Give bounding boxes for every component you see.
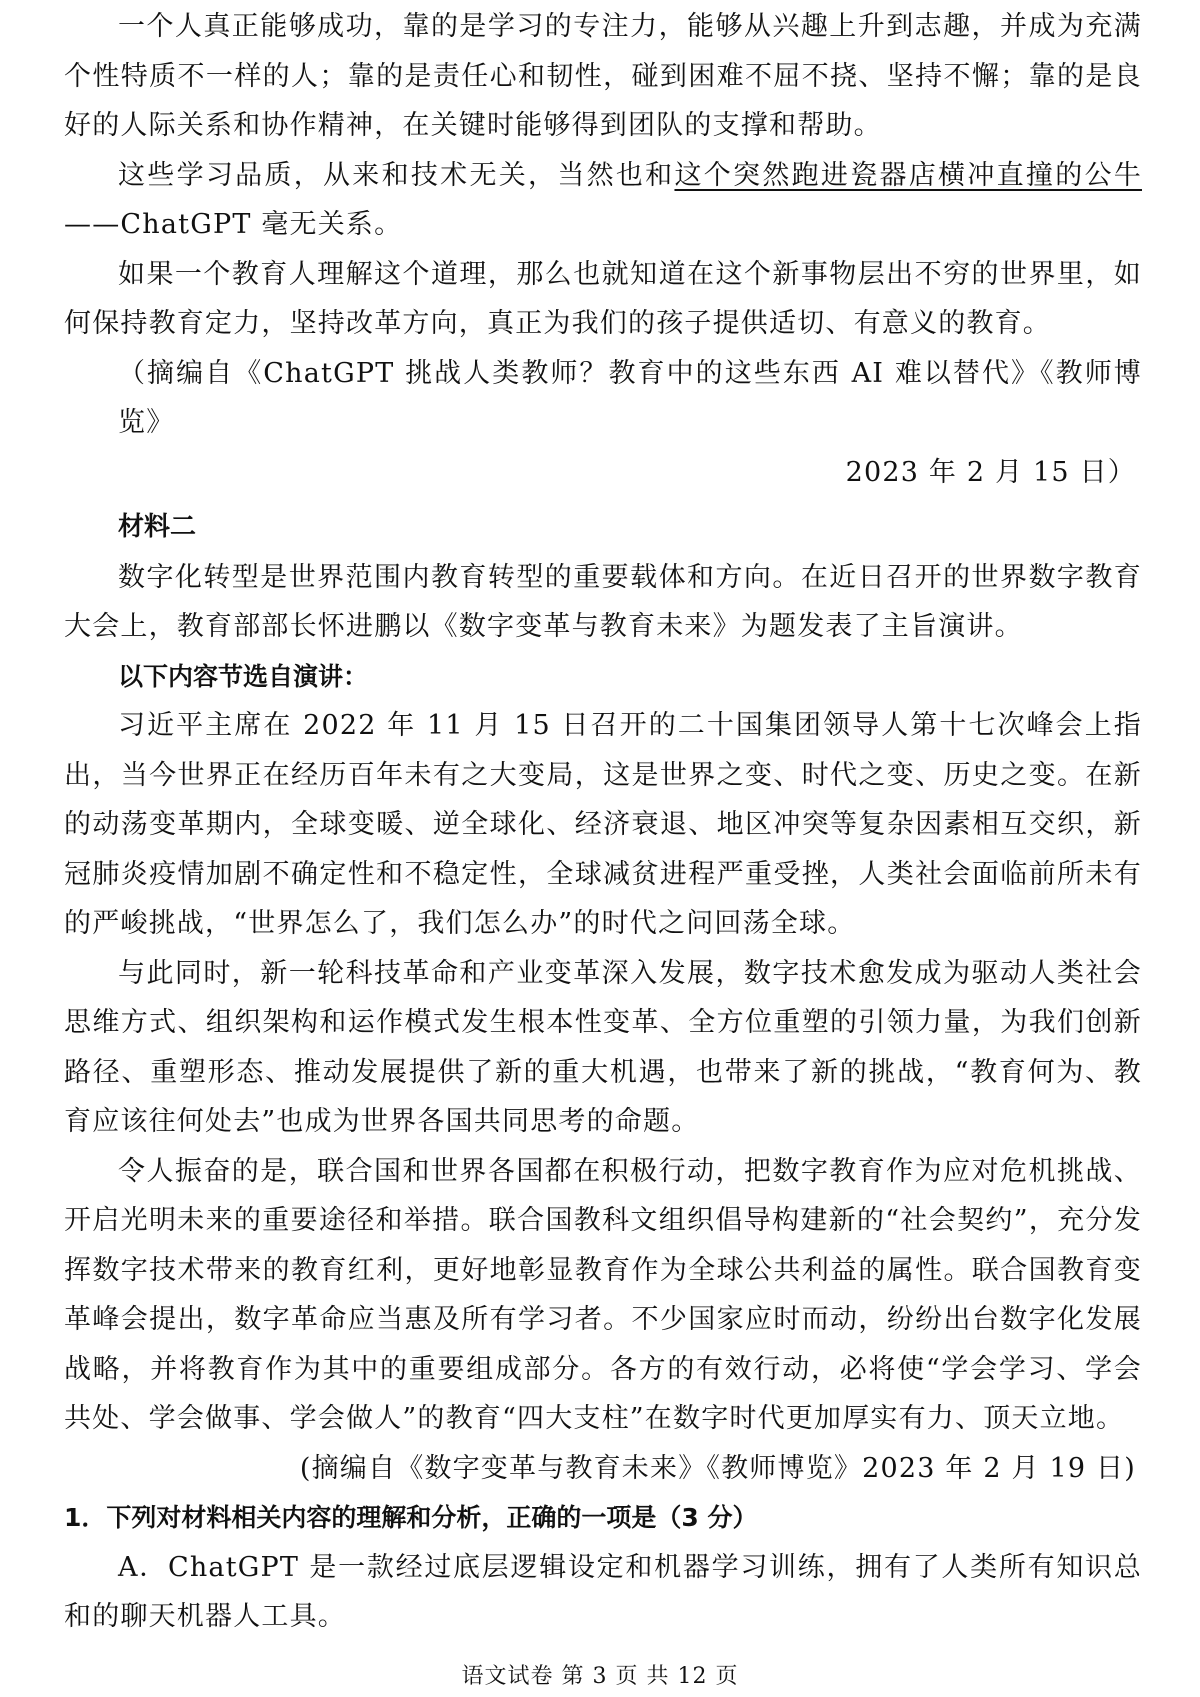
page-footer: 语文试卷 第 3 页 共 12 页 (461, 1664, 739, 1689)
material-two-paragraph-3: 令人振奋的是，联合国和世界各国都在积极行动，把数字教育作为应对危机挑战、开启光明未来的重要途径和举措。联合国教科文组织倡导构建新的“社会契约”，充分发挥数字技术带来的教育红利，更好地彰显教育作为全球公共利益的属性。联合国教育变革峰会提出，数字革命应当惠及所有学习者。不少国家应时而动，纷纷出台数字化发展战略，并将教育作为其中的重要组成部分。各方的有效行动，必将使“学会学习、学会共处、学会做事、学会做人”的教育“四大支柱”在数字时代更加厚实有力、顶天立地。 (64, 1155, 1142, 1434)
paragraph-2-text-before: 这些学习品质，从来和技术无关，当然也和 (118, 159, 675, 191)
material-one-source-date: 2023 年 2 月 15 日） (845, 456, 1136, 488)
material-one-source: （摘编自《ChatGPT 挑战人类教师？教育中的这些东西 AI 难以替代》《教师博览》 (118, 357, 1142, 438)
material-two-source: (摘编自《数字变革与教育未来》《教师博览》2023 年 2 月 19 日) (299, 1452, 1136, 1484)
material-two-paragraph-2: 与此同时，新一轮科技革命和产业变革深入发展，数字技术愈发成为驱动人类社会思维方式、组织架构和运作模式发生根本性变革、全方位重塑的引领力量，为我们创新路径、重塑形态、推动发展提供了新的重大机遇，也带来了新的挑战，“教育何为、教育应该往何处去”也成为世界各国共同思考的命题。 (64, 957, 1142, 1137)
material-one-paragraph-2 (64, 151, 1142, 250)
material-two-heading: 材料二 (118, 512, 197, 542)
underlined-phrase: 这个突然跑进瓷器店横冲直撞的公牛 (674, 159, 1142, 191)
material-one-paragraph-3: 如果一个教育人理解这个道理，那么也就知道在这个新事物层出不穷的世界里，如何保持教育定力，坚持改革方向，真正为我们的孩子提供适切、有意义的教育。 (64, 258, 1142, 339)
material-two-paragraph-1: 习近平主席在 2022 年 11 月 15 日召开的二十国集团领导人第十七次峰会上指出，当今世界正在经历百年未有之大变局，这是世界之变、时代之变、历史之变。在新的动荡变革期内，全球变暖、逆全球化、经济衰退、地区冲突等复杂因素相互交织，新冠肺炎疫情加剧不确定性和不稳定性，全球减贫进程严重受挫，人类社会面临前所未有的严峻挑战，“世界怎么了，我们怎么办”的时代之问回荡全球。 (64, 710, 1142, 939)
question-1-stem: 1．下列对材料相关内容的理解和分析，正确的一项是（3 分） (64, 1503, 758, 1532)
question-1-option-a: A．ChatGPT 是一款经过底层逻辑设定和机器学习训练，拥有了人类所有知识总和的聊天机器人工具。 (64, 1551, 1142, 1632)
page-content (64, 2, 1142, 1642)
paragraph-2-text-after: ——ChatGPT 毫无关系。 (64, 209, 403, 240)
material-one-paragraph-1: 一个人真正能够成功，靠的是学习的专注力，能够从兴趣上升到志趣，并成为充满个性特质不一样的人；靠的是责任心和韧性，碰到困难不屈不挠、坚持不懈；靠的是良好的人际关系和协作精神，在关键时能够得到团队的支撑和帮助。 (64, 11, 1142, 141)
speech-excerpt-heading: 以下内容节选自演讲： (118, 661, 369, 691)
material-two-intro: 数字化转型是世界范围内教育转型的重要载体和方向。在近日召开的世界数字教育大会上，教育部部长怀进鹏以《数字变革与教育未来》为题发表了主旨演讲。 (64, 561, 1142, 642)
